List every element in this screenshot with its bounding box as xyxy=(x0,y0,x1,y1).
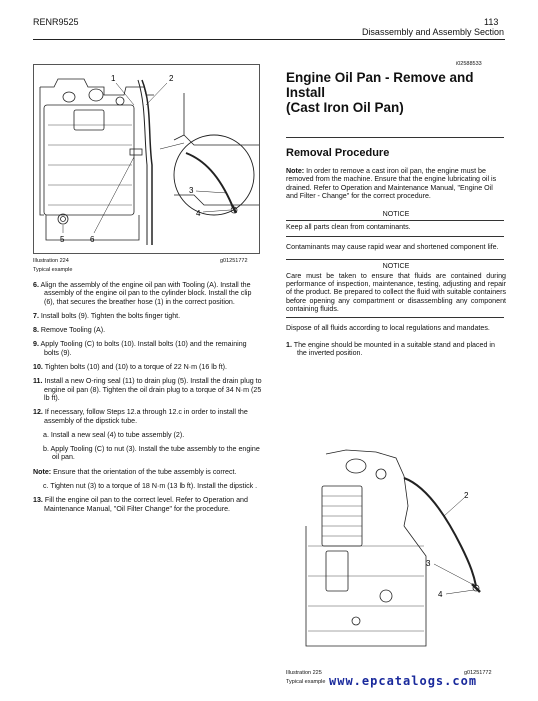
title-rule xyxy=(286,137,504,138)
notice-1-rule xyxy=(286,220,504,221)
callout-1: 1 xyxy=(111,74,116,83)
doc-number: RENR9525 xyxy=(33,17,79,27)
callout-4: 4 xyxy=(196,209,201,218)
engine-oil-pan-drawing xyxy=(34,65,261,255)
left-column xyxy=(33,281,263,513)
caption-225-id: g01251772 xyxy=(464,670,492,676)
removal-note: Note: In order to remove a cast iron oil pan, the engine must be removed from the machine. Ensure that the engine lubricating oil is drained. Refer to Operation and Maintenance Manual, "Engine Oil and Filter - Change" for the correct procedure. xyxy=(286,167,497,200)
callout-3: 3 xyxy=(189,186,194,195)
callout-2: 2 xyxy=(169,74,174,83)
callout-5: 5 xyxy=(60,235,65,244)
right-column xyxy=(286,70,506,357)
caption-225-sub: Typical example xyxy=(286,679,326,685)
notice-1-text: Keep all parts clean from contaminants. xyxy=(286,223,411,232)
step-12b: b. Apply Tooling (C) to nut (3). Install the tube assembly to the engine oil pan. xyxy=(43,445,260,462)
notice-1-label: NOTICE xyxy=(382,210,410,219)
callout-6: 6 xyxy=(90,235,95,244)
caption-224-sub: Typical example xyxy=(33,267,73,273)
step-9: 9. Apply Tooling (C) to bolts (10). Install bolts (10) and the remaining bolts (9). xyxy=(33,340,247,357)
illustration-225 xyxy=(286,446,504,668)
step-7: 7. Install bolts (9). Tighten the bolts finger tight. xyxy=(33,311,181,320)
callout-225-4: 4 xyxy=(438,590,443,599)
callout-225-3: 3 xyxy=(426,559,431,568)
caption-224-id: g01251772 xyxy=(220,258,248,264)
doc-id: i02588533 xyxy=(456,61,482,67)
page-title: Engine Oil Pan - Remove and Install (Cast Iron Oil Pan) xyxy=(286,70,474,115)
step-11: 11. Install a new O-ring seal (11) to drain plug (5). Install the drain plug to engine oil pan (8). Tighten the oil drain plug to a torque of 34 N·m (25 lb ft). xyxy=(33,377,262,402)
notice-1-bottom-rule xyxy=(286,236,504,237)
notice-2-top-rule xyxy=(286,259,504,260)
inverted-engine-drawing xyxy=(286,446,504,668)
step-8: 8. Remove Tooling (A). xyxy=(33,326,106,335)
step-10: 10. Tighten bolts (10) and (10) to a torque of 22 N·m (16 lb ft). xyxy=(33,363,228,372)
step-12c: c. Tighten nut (3) to a torque of 18 N·m (13 lb ft). Install the dipstick . xyxy=(43,482,258,491)
step-12: 12. If necessary, follow Steps 12.a through 12.c in order to install the assembly of the dipstick tube. xyxy=(33,408,248,425)
notice-2-text: Care must be taken to ensure that fluids are contained during performance of inspection, maintenance, testing, adjusting and repair of the product. Be prepared to collect the fluid with suitable containers before opening any compartment or disassembling any component containing fluids. xyxy=(286,271,506,313)
notice-2-bottom-rule xyxy=(286,317,504,318)
notice-2-label: NOTICE xyxy=(382,261,410,270)
removal-heading: Removal Procedure xyxy=(286,147,390,159)
step-6: 6. Align the assembly of the engine oil pan with Tooling (A). Install the assembly of the engine oil pan to the cylinder block. Install the clip (6), that secures the breather hose (1) in the correct position. xyxy=(33,281,252,306)
note-orientation: Note: Ensure that the orientation of the tube assembly is correct. xyxy=(33,467,237,476)
watermark: www.epcatalogs.com xyxy=(329,674,478,688)
dispose-text: Dispose of all fluids according to local regulations and mandates. xyxy=(286,324,490,333)
contaminants-text: Contaminants may cause rapid wear and shortened component life. xyxy=(286,243,499,252)
caption-225: Illustration 225 xyxy=(286,670,322,676)
illustration-224 xyxy=(33,64,260,254)
step-12a: a. Install a new seal (4) to tube assembly (2). xyxy=(43,430,185,439)
section-title: Disassembly and Assembly Section xyxy=(361,27,504,37)
callout-225-2: 2 xyxy=(464,491,469,500)
page-number: 113 xyxy=(484,17,499,27)
caption-224: Illustration 224 xyxy=(33,258,69,264)
header-rule xyxy=(33,39,505,40)
step-1: 1. The engine should be mounted in a suitable stand and placed in the inverted position. xyxy=(286,340,495,357)
step-13: 13. Fill the engine oil pan to the correct level. Refer to Operation and Maintenance Manual, "Oil Filter Change" for the procedure. xyxy=(33,496,248,513)
